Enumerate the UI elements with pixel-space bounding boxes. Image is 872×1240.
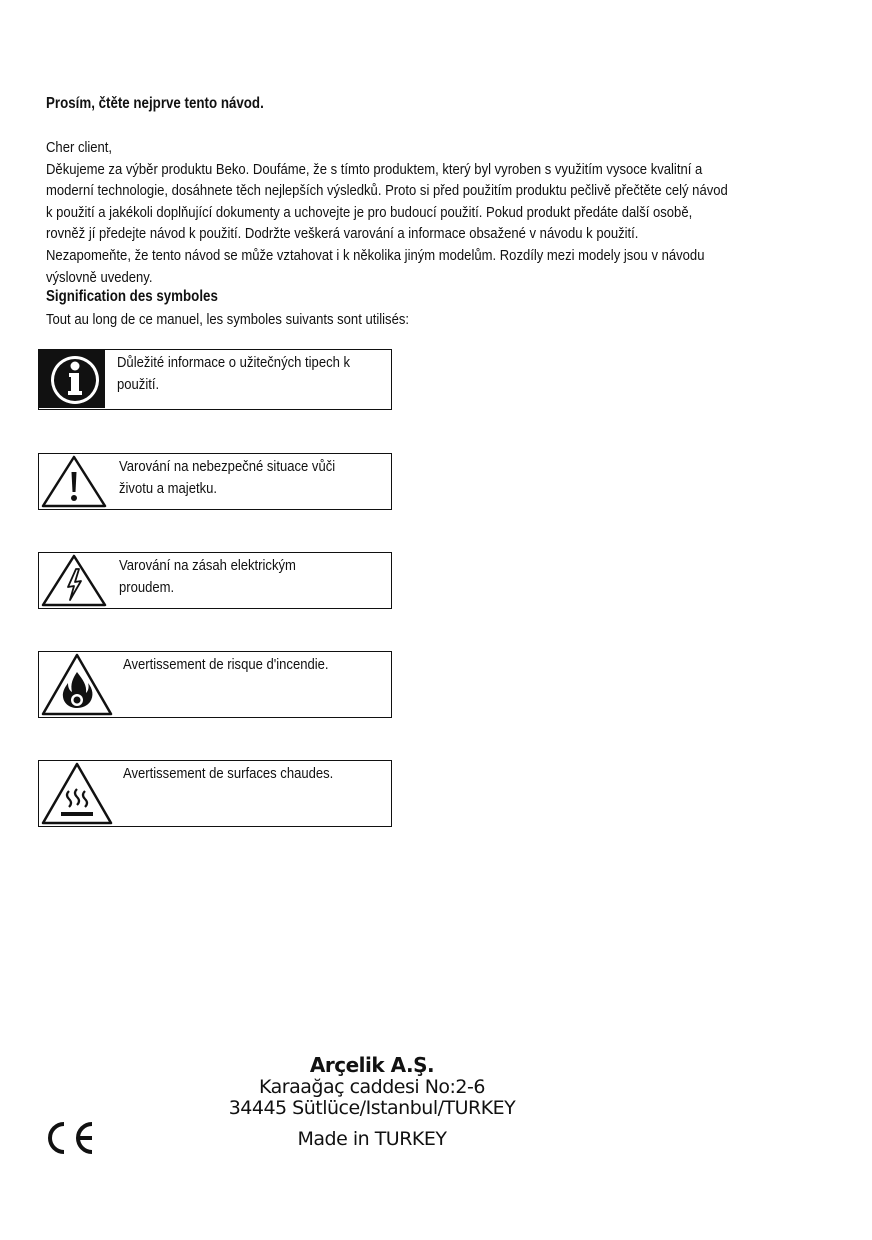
made-in-text: Made in TURKEY <box>297 1128 447 1150</box>
symbol-fire-text: Avertissement de risque d'incendie. <box>123 656 329 673</box>
symbols-section-description: Tout au long de ce manuel, les symboles suivants sont utilisés: <box>46 311 410 328</box>
symbol-electric-text: Varování na zásah elektrickým proudem. <box>119 557 296 596</box>
symbol-box-fire <box>38 651 392 718</box>
page-heading: Prosím, čtěte nejprve tento návod. <box>46 95 264 112</box>
symbol-hot-surface-text: Avertissement de surfaces chaudes. <box>123 765 334 782</box>
symbol-info-text: Důležité informace o užitečných tipech k použití. <box>117 354 351 393</box>
symbols-section-title: Signification des symboles <box>46 288 218 305</box>
company-name: Arçelik A.Ş. <box>309 1053 435 1077</box>
fire-hazard-icon <box>39 652 115 716</box>
company-address-line1: Karaağaç caddesi No:2-6 <box>259 1076 485 1098</box>
symbol-warning-text: Varování na nebezpečné situace vůči životu a majetku. <box>119 458 336 497</box>
company-address-line2: 34445 Sütlüce/Istanbul/TURKEY <box>228 1097 516 1119</box>
intro-paragraph: Cher client, Děkujeme za výběr produktu Beko. Doufáme, že s tímto produktem, který byl vyroben s využitím vysoce kvalitní a moderní technologie, dosáhnete těch nejlepších výsledků. Proto si před použitím produktu pečlivě přečtěte celý návod k použití a jakékoli doplňující dokumenty a uchovejte je pro budoucí použití. Pokud produkt předáte další osobě, rovněž jí předejte návod k použití. Dodržte veškerá varování a informace obsažené v návodu k použití. Nezapomeňte, že tento návod se může vztahovat i k několika jiným modelům. Rozdíly mezi modely jsou v návodu výslovně uvedeny. <box>46 139 728 286</box>
warning-icon <box>39 454 109 508</box>
symbol-box-hot-surface <box>38 760 392 827</box>
info-icon <box>39 350 105 408</box>
symbol-box-warning <box>38 453 392 510</box>
electric-shock-icon <box>39 553 109 607</box>
hot-surface-icon <box>39 761 115 825</box>
symbol-box-electric <box>38 552 392 609</box>
symbol-box-info <box>38 349 392 410</box>
ce-mark-icon <box>44 1120 100 1156</box>
